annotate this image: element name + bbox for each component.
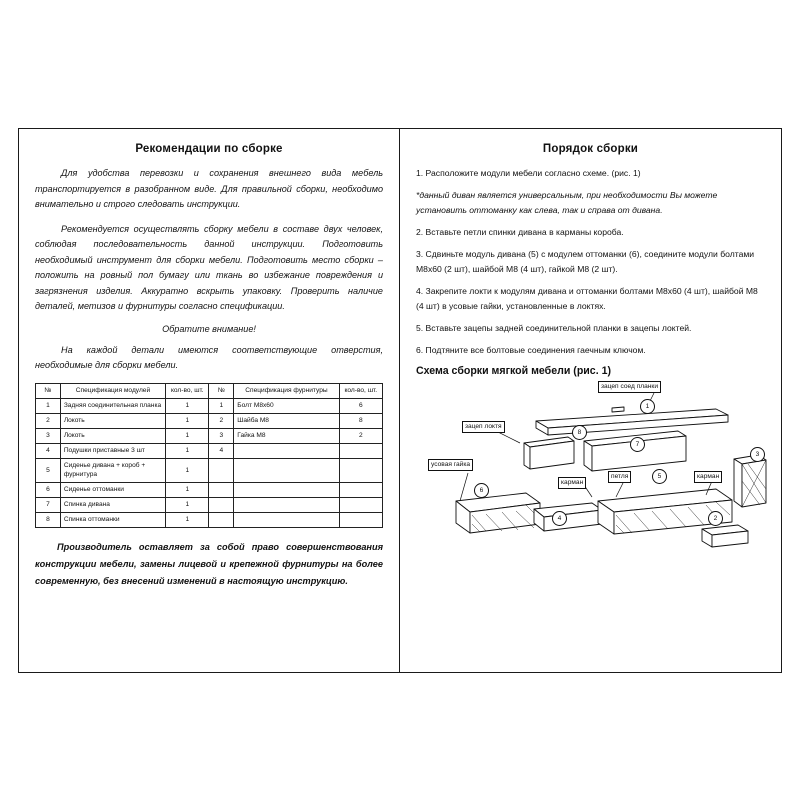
cell-num-2 <box>209 482 234 497</box>
label-plank-hook: зацеп соед планки <box>598 381 661 393</box>
cell-fitting: Болт М8х60 <box>234 398 339 413</box>
cell-num-1: 1 <box>36 398 61 413</box>
label-pocket-right: карман <box>694 471 722 483</box>
cell-qty-2 <box>339 497 382 512</box>
cell-module: Сиденье оттоманки <box>60 482 165 497</box>
cell-num-1: 6 <box>36 482 61 497</box>
cell-qty-1: 1 <box>166 512 209 527</box>
cell-num-1: 3 <box>36 428 61 443</box>
cell-qty-1: 1 <box>166 458 209 482</box>
cell-num-1: 2 <box>36 413 61 428</box>
right-column <box>400 129 781 672</box>
cell-fitting: Гайка М8 <box>234 428 339 443</box>
cell-num-2 <box>209 512 234 527</box>
cell-fitting <box>234 512 339 527</box>
table-row <box>36 428 383 443</box>
table-row <box>36 398 383 413</box>
callout-4: 4 <box>552 511 567 526</box>
manufacturer-note: Производитель оставляет за собой право совершенствования конструкции мебели, замены лицевой и крепежной фурнитуры на более современную, без внесений изменений в настоящую инструкцию. <box>35 541 383 586</box>
specification-table <box>35 383 383 528</box>
cell-qty-1: 1 <box>166 413 209 428</box>
cell-qty-1: 1 <box>166 428 209 443</box>
paragraph-2: Рекомендуется осуществлять сборку мебели в составе двух человек, соблюдая последовательность данной инструкции. Подготовить необходимый инструмент для сборки мебели. Подготовить место сборки – положить на ровный пол бумагу или ткань во избежание повреждения и загрязнения изделия. Аккуратно вскрыть упаковку. Проверить наличие деталей, метизов и фурнитуры согласно спецификации. <box>35 223 383 311</box>
table-row <box>36 512 383 527</box>
cell-num-2: 3 <box>209 428 234 443</box>
cell-module: Подушки приставные 3 шт <box>60 443 165 458</box>
cell-num-1: 8 <box>36 512 61 527</box>
cell-qty-2: 6 <box>339 398 382 413</box>
cell-num-1: 5 <box>36 458 61 482</box>
assembly-step-6: 6. Подтяните все болтовые соединения гаечным ключом. <box>416 345 646 355</box>
table-header-row <box>36 383 383 398</box>
callout-8: 8 <box>572 425 587 440</box>
label-pocket-left: карман <box>558 477 586 489</box>
assembly-step-4: 4. Закрепите локти к модулям дивана и оттоманки болтами М8х60 (4 шт), шайбой М8 (4 шт) в усовые гайки, установленные в локтях. <box>416 286 758 311</box>
table-row <box>36 458 383 482</box>
cell-module: Сиденье дивана + короб + фурнитура <box>60 458 165 482</box>
cell-qty-2: 2 <box>339 428 382 443</box>
cell-fitting: Шайба М8 <box>234 413 339 428</box>
assembly-order-title: Порядок сборки <box>542 143 639 155</box>
cell-qty-1: 1 <box>166 398 209 413</box>
table-row <box>36 482 383 497</box>
assembly-note: *данный диван является универсальным, при необходимости Вы можете установить оттоманку как слева, так и справа от дивана. <box>416 190 718 215</box>
label-elbow-hook: зацеп локтя <box>462 421 505 433</box>
table-body <box>36 398 383 527</box>
cell-qty-2: 8 <box>339 413 382 428</box>
cell-qty-2 <box>339 458 382 482</box>
col-header-qty-1: кол-во, шт. <box>166 383 209 398</box>
page-title: Рекомендации по сборке <box>135 143 283 155</box>
cell-qty-2 <box>339 482 382 497</box>
col-header-modules: Спецификация модулей <box>60 383 165 398</box>
scheme-title: Схема сборки мягкой мебели (рис. 1) <box>416 365 611 377</box>
table-row <box>36 497 383 512</box>
col-header-num-1: № <box>36 383 61 398</box>
cell-fitting <box>234 482 339 497</box>
cell-num-2 <box>209 458 234 482</box>
cell-num-2: 2 <box>209 413 234 428</box>
cell-fitting <box>234 458 339 482</box>
callout-2: 2 <box>708 511 723 526</box>
callout-6: 6 <box>474 483 489 498</box>
callout-1: 1 <box>640 399 655 414</box>
label-hinge: петля <box>608 471 631 483</box>
left-column <box>19 129 400 672</box>
cell-qty-2 <box>339 512 382 527</box>
label-barrel-nut: усовая гайка <box>428 459 473 471</box>
col-header-fittings: Спецификация фурнитуры <box>234 383 339 398</box>
col-header-num-2: № <box>209 383 234 398</box>
cell-qty-2 <box>339 443 382 458</box>
cell-qty-1: 1 <box>166 482 209 497</box>
cell-num-1: 4 <box>36 443 61 458</box>
cell-num-2: 4 <box>209 443 234 458</box>
cell-module: Локоть <box>60 428 165 443</box>
cell-num-2 <box>209 497 234 512</box>
cell-num-1: 7 <box>36 497 61 512</box>
assembly-step-3: 3. Сдвиньте модуль дивана (5) с модулем оттоманки (6), соедините модули болтами М8х60 (2 шт), шайбой М8 (4 шт), гайкой М8 (2 шт). <box>416 249 755 274</box>
paragraph-1: Для удобства перевозки и сохранения внешнего вида мебель транспортируется в разобранном виде. Для правильной сборки, необходимо внимательно и строго следовать инструкции. <box>35 168 383 209</box>
cell-num-2: 1 <box>209 398 234 413</box>
callout-3: 3 <box>750 447 765 462</box>
cell-module: Спинка оттоманки <box>60 512 165 527</box>
assembly-step-2: 2. Вставьте петли спинки дивана в карманы короба. <box>416 227 624 237</box>
cell-fitting <box>234 497 339 512</box>
paragraph-3: На каждой детали имеются соответствующие отверстия, необходимые для сборки мебели. <box>35 344 383 370</box>
instruction-sheet <box>18 128 782 673</box>
cell-module: Локоть <box>60 413 165 428</box>
table-row <box>36 413 383 428</box>
col-header-qty-2: кол-во, шт. <box>339 383 382 398</box>
assembly-step-1: 1. Расположите модули мебели согласно схеме. (рис. 1) <box>416 168 641 178</box>
cell-qty-1: 1 <box>166 443 209 458</box>
cell-qty-1: 1 <box>166 497 209 512</box>
assembly-diagram <box>416 381 765 581</box>
cell-module: Спинка дивана <box>60 497 165 512</box>
assembly-step-5: 5. Вставьте зацепы задней соединительной планки в зацепы локтей. <box>416 323 692 333</box>
table-row <box>36 443 383 458</box>
callout-7: 7 <box>630 437 645 452</box>
cell-module: Задняя соединительная планка <box>60 398 165 413</box>
attention-heading: Обратите внимание! <box>162 323 256 334</box>
callout-5: 5 <box>652 469 667 484</box>
cell-fitting <box>234 443 339 458</box>
